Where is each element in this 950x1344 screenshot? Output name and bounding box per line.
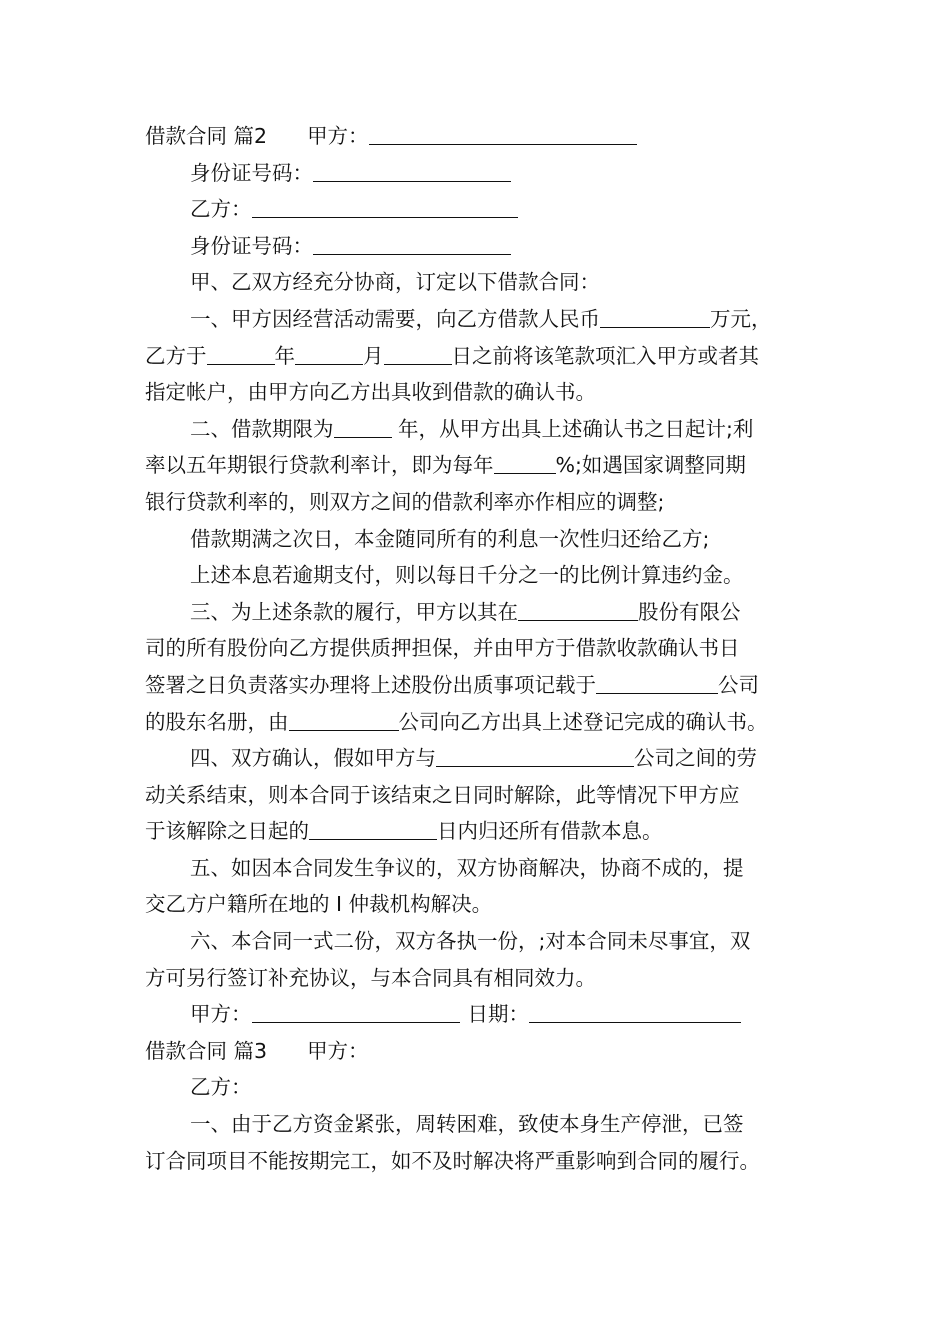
clause-3-text-b: 股份有限公 [638,599,741,624]
clause-3-text-f: 公司向乙方出具上述登记完成的确认书。 [398,709,768,734]
section3-clause-1-line-1: 一、由于乙方资金紧张，周转困难，致使本身生产停泄，已签 [190,1112,744,1137]
section3-party-a-label: 甲方： [307,1038,369,1063]
clause-1-text-a: 一、甲方因经营活动需要，向乙方借款人民币 [190,306,600,331]
clause-2-text-b: 年，从甲方出具上述确认书之日起计;利 [391,416,754,441]
clause-1-line-3: 指定帐户，由甲方向乙方出具收到借款的确认书。 [145,380,596,405]
clause-6-line-2: 方可另行签订补充协议，与本合同具有相同效力。 [145,965,596,990]
clause-3-text-a: 三、为上述条款的履行，甲方以其在 [190,599,518,624]
id-blank-2 [313,234,511,255]
company-blank-2 [596,673,718,694]
sign-party-a-blank [252,1002,460,1023]
party-b-line [145,191,822,228]
company-blank-3 [289,710,399,731]
party-a-label: 甲方： [307,124,369,148]
id-label-1: 身份证号码： [190,160,313,185]
clause-4-text-a: 四、双方确认，假如甲方与 [190,746,436,771]
clause-4-text-c: 于该解除之日起的 [145,819,309,844]
id-number-line-1 [145,155,822,192]
clause-1-text-d: 日之前将该笔款项汇入甲方或者其 [451,343,759,368]
employer-blank [436,746,634,767]
section3-heading-line [145,1033,822,1070]
party-b-label: 乙方： [190,197,252,222]
clause-3-text-e: 的股东名册，由 [145,709,289,734]
party-b-blank [252,197,518,218]
clause-3-line-2: 司的所有股份向乙方提供质押担保，并由甲方于借款收款确认书日 [145,636,740,661]
clause-2-line-3: 银行贷款利率的，则双方之间的借款利率亦作相应的调整; [145,489,665,514]
year-blank [207,344,275,365]
party-a-blank [369,124,637,145]
id-blank-1 [313,161,511,182]
amount-blank [600,307,710,328]
clause-1-line-2 [145,338,822,375]
rate-blank [494,453,556,474]
clause-3-text-c: 签署之日负责落实办理将上述股份出质事项记载于 [145,672,596,697]
clause-6-line-1: 六、本合同一式二份，双方各执一份，;对本合同未尽事宜，双 [190,929,751,954]
clause-5-line-1: 五、如因本合同发生争议的，双方协商解决，协商不成的，提 [190,855,744,880]
clause-1-text-b: 万元， [710,306,772,331]
clause-2-text-a: 二、借款期限为 [190,416,334,441]
month-blank [295,344,363,365]
clause-3-text-d: 公司 [718,672,759,697]
repayment-paragraph: 借款期满之次日，本金随同所有的利息一次性归还给乙方; [190,526,710,551]
section2-heading-line [145,118,822,155]
intro-paragraph: 甲、乙双方经充分协商，订定以下借款合同： [190,270,600,295]
id-label-2: 身份证号码： [190,233,313,258]
clause-3-line-4 [145,704,822,741]
clause-1-text-c: 乙方于 [145,343,207,368]
term-blank [334,417,392,438]
document-body [145,118,822,1179]
sign-date-blank [529,1002,741,1023]
penalty-paragraph: 上述本息若逾期支付，则以每日千分之一的比例计算违约金。 [190,563,744,588]
clause-4-line-3 [145,813,822,850]
clause-3-line-1 [145,594,822,631]
clause-4-text-b: 公司之间的劳 [634,746,757,771]
clause-2-line-1 [145,411,822,448]
section2-heading: 借款合同 篇2 [145,124,268,148]
clause-3-line-3 [145,667,822,704]
section3-party-b-line: 乙方： [190,1075,252,1100]
clause-4-text-d: 日内归还所有借款本息。 [437,819,663,844]
clause-5-line-2: 交乙方户籍所在地的 I 仲裁机构解决。 [145,892,493,917]
sign-party-a-label: 甲方： [190,1002,252,1027]
clause-4-line-2: 动关系结束，则本合同于该结束之日同时解除，此等情况下甲方应 [145,782,740,807]
company-blank-1 [518,600,638,621]
section3-heading: 借款合同 篇3 [145,1038,268,1063]
clause-2-line-2 [145,447,822,484]
clause-2-text-c: 率以五年期银行贷款利率计，即为每年 [145,453,494,478]
signature-line [145,996,822,1033]
day-blank [384,344,452,365]
section3-clause-1-line-2: 订合同项目不能按期完工，如不及时解决将严重影响到合同的履行。 [145,1148,760,1173]
sign-date-label: 日期： [467,1002,529,1027]
clause-1-line-1 [145,301,822,338]
clause-4-line-1 [145,740,822,777]
clause-2-text-d: %;如遇国家调整同期 [555,453,746,478]
year-label: 年 [274,343,295,368]
days-blank [309,819,437,840]
month-label: 月 [363,343,384,368]
id-number-line-2 [145,228,822,265]
